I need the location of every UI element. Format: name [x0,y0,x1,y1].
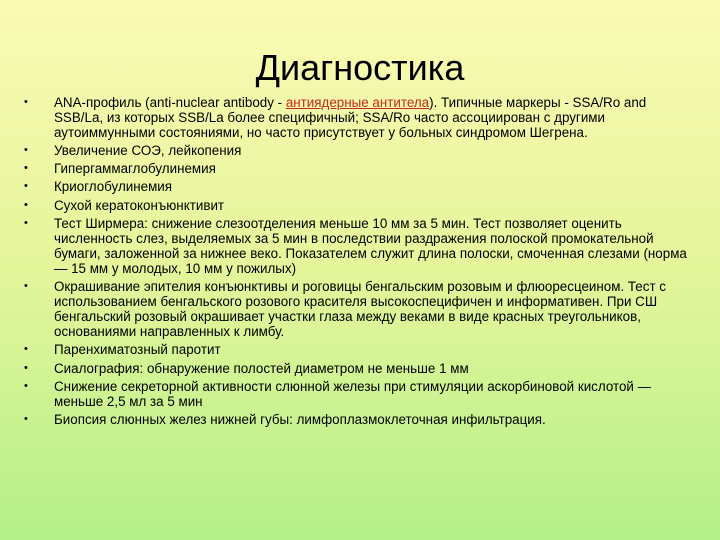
item-text: Гипергаммаглобулинемия [54,161,216,177]
bullet-icon: • [24,343,28,356]
bullet-icon: • [24,361,28,374]
bullet-icon: • [24,280,28,293]
item-text: Снижение секреторной активности слюнной железы при стимуляции аскорбиновой кислотой — меньше 2,5 мл за 5 мин [54,378,652,409]
item-text: Биопсия слюнных желез нижней губы: лимфоплазмоклеточная инфильтрация. [54,411,546,427]
list-item-hypergammaglobulinemia [0,161,720,176]
bullet-icon: • [24,144,28,157]
list-item-secretory-activity [0,379,720,409]
list-item-ana-profile [0,95,720,140]
item-text: Сухой кератоконъюнктивит [54,197,225,213]
bullet-list [0,95,720,430]
list-item-parotitis [0,342,720,357]
item-text: ). Типичные маркеры - SSA/Ro and SSB/La, из которых SSB/La более специфичный; SSA/Ro часто ассоциирован с другими аутоиммунными состояниями, но часто присутствует у больных синдромом Шегрена. [54,95,647,141]
list-item-cryoglobulinemia [0,179,720,194]
list-item-rose-bengal-staining [0,279,720,339]
bullet-icon: • [24,216,28,229]
item-text: Окрашивание эпителия конъюнктивы и роговицы бенгальским розовым и флюоресцеином. Тест с использованием бенгальского розового красителя высокоспецифичен и информативен. При СШ бенгальский розовый окрашивает участки глаза между веками в виде красных треугольников, основаниями направленных к лимбу. [54,279,666,340]
slide-title: Диагностика [255,47,465,89]
bullet-icon: • [24,162,28,175]
item-text: Тест Ширмера: снижение слезоотделения меньше 10 мм за 5 мин. Тест позволяет оценить численность слез, выделяемых за 5 мин в последствии раздражения полоской промокательной бумаги, заложенной за нижнее веко. Показателем служит длина полоски, смоченная слезами (норма — 15 мм у молодых, 10 мм у пожилых) [54,215,687,276]
bullet-icon: • [24,198,28,211]
list-item-esr [0,143,720,158]
list-item-schirmer-test [0,216,720,276]
bullet-icon: • [24,379,28,392]
list-item-biopsy [0,412,720,427]
item-text: Криоглобулинемия [54,179,173,195]
item-text: Паренхиматозный паротит [54,342,221,358]
item-text: Увеличение СОЭ, лейкопения [54,143,242,159]
item-text: Сиалография: обнаружение полостей диаметром не меньше 1 мм [54,360,469,376]
bullet-icon: • [24,180,28,193]
bullet-icon: • [24,412,28,425]
list-item-keratoconjunctivitis [0,198,720,213]
list-item-sialography [0,361,720,376]
antinuclear-antibodies-link[interactable]: антиядерные антитела [285,95,430,110]
item-text: ANA-профиль (anti-nuclear antibody - [54,95,286,110]
bullet-icon: • [24,96,28,108]
